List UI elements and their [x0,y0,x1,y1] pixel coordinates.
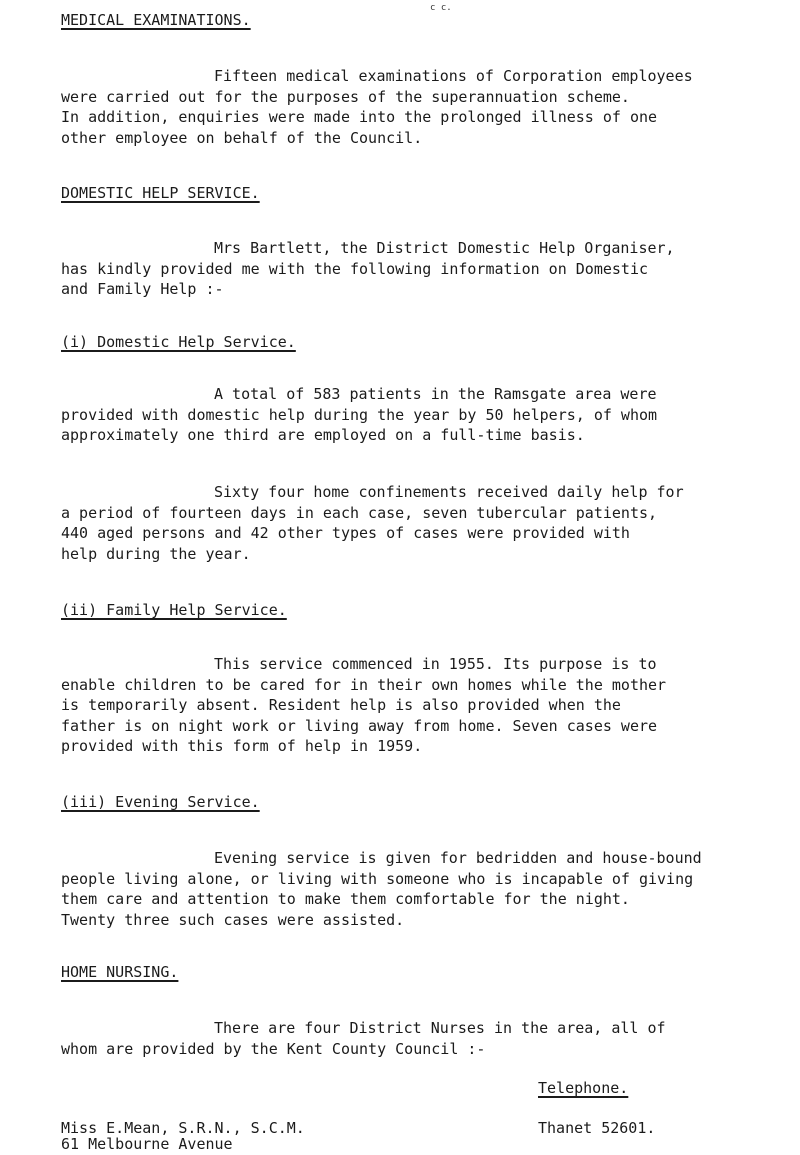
domestic-help-paragraph-2 [61,482,684,564]
text-line: A total of 583 patients in the Ramsgate area were [214,385,657,403]
text-line: enable children to be cared for in their own homes while the mother [61,675,667,694]
text-line: This service commenced in 1955. Its purpose is to [214,655,657,673]
text-line: provided with domestic help during the year by 50 helpers, of whom [61,405,658,424]
nurse-telephone: Thanet 52601. [538,1119,656,1137]
text-line: 440 aged persons and 42 other types of cases were provided with [61,524,630,543]
page-mark: c c. [430,3,452,13]
domestic-paragraph [61,238,675,300]
text-line: There are four District Nurses in the area, all of [214,1019,666,1037]
text-line: has kindly provided me with the following information on Domestic [61,259,648,278]
family-help-heading: (ii) Family Help Service. [61,601,287,619]
text-line: approximately one third are employed on a full-time basis. [61,426,585,445]
text-line: In addition, enquiries were made into the prolonged illness of one [61,108,658,127]
text-line: Twenty three such cases were assisted. [61,910,405,929]
text-line: whom are provided by the Kent County Council :- [61,1039,486,1058]
text-line: them care and attention to make them comfortable for the night. [61,890,630,909]
text-line: is temporarily absent. Resident help is also provided when the [61,696,621,715]
text-line: were carried out for the purposes of the superannuation scheme. [61,87,630,106]
evening-paragraph [61,848,702,930]
text-line: and Family Help :- [61,280,224,299]
text-line: provided with this form of help in 1959. [61,737,423,756]
text-line: Fifteen medical examinations of Corporation employees [214,67,693,85]
text-line: father is on night work or living away from home. Seven cases were [61,716,658,735]
nurse-address-line: 61 Melbourne Avenue [61,1135,233,1153]
domestic-help-heading: (i) Domestic Help Service. [61,333,296,351]
text-line: Sixty four home confinements received daily help for [214,483,684,501]
nursing-heading: HOME NURSING. [61,963,179,981]
nurse-address [61,1134,233,1155]
medical-heading: MEDICAL EXAMINATIONS. [61,11,251,29]
text-line: other employee on behalf of the Council. [61,128,423,147]
text-line: people living alone, or living with someone who is incapable of giving [61,869,694,888]
medical-paragraph [61,66,693,148]
family-help-paragraph [61,654,666,757]
text-line: a period of fourteen days in each case, seven tubercular patients, [61,503,658,522]
text-line: Mrs Bartlett, the District Domestic Help Organiser, [214,239,675,257]
domestic-help-paragraph-1 [61,384,657,446]
nursing-paragraph [61,1018,666,1059]
telephone-heading: Telephone. [538,1079,629,1097]
domestic-heading: DOMESTIC HELP SERVICE. [61,184,260,202]
evening-heading: (iii) Evening Service. [61,793,260,811]
text-line: Evening service is given for bedridden and house-bound [214,849,702,867]
text-line: help during the year. [61,544,251,563]
nurse-name: Miss E.Mean, S.R.N., S.C.M. [61,1119,305,1137]
